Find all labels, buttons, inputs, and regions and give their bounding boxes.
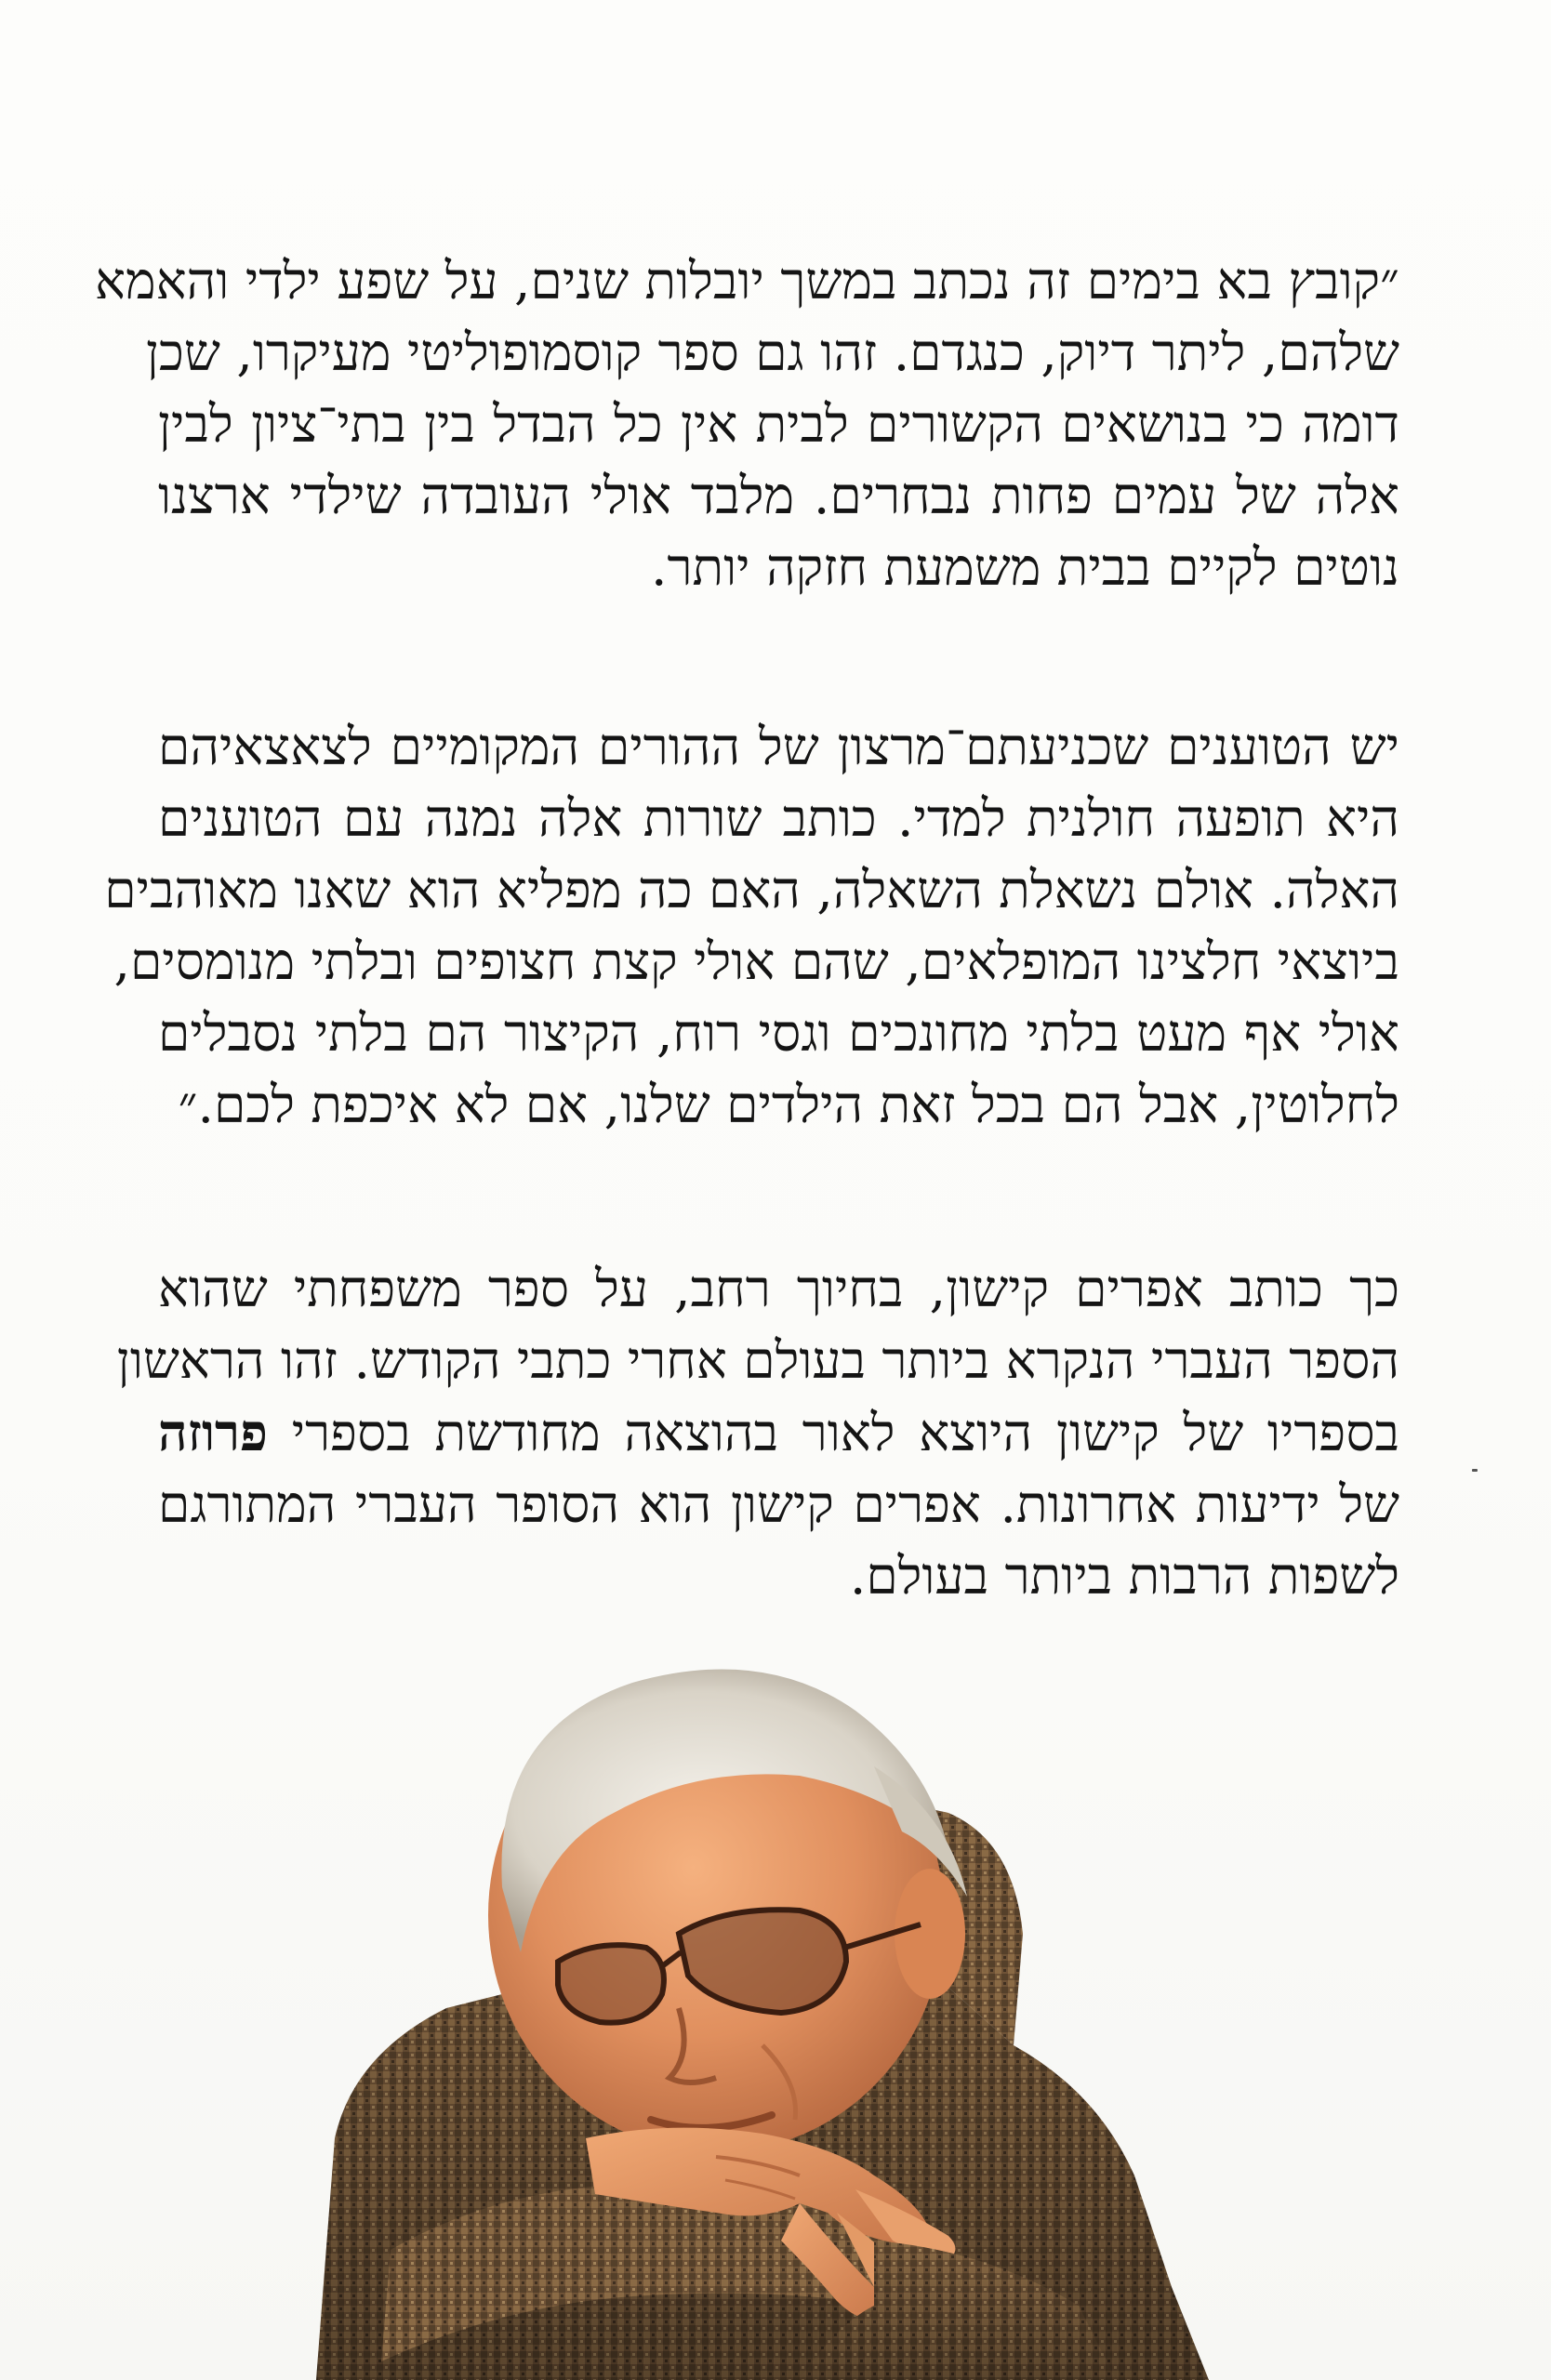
blurb-paragraph-2 xyxy=(104,711,1399,1141)
paragraph-line: דומה כי בנושאים הקשורים לבית אין כל הבדל בין בתי־ציון לבין xyxy=(158,394,1399,454)
print-speck xyxy=(1472,1469,1478,1472)
about-author-paragraph xyxy=(116,1253,1399,1612)
paragraph-line: היא תופעה חולנית למדי. כותב שורות אלה נמנה עם הטוענים xyxy=(158,788,1399,848)
paragraph-line: לחלוטין, אבל הם בכל זאת הילדים שלנו, אם לא איכפת לכם.״ xyxy=(178,1075,1399,1134)
paragraph-line: של ידיעות אחרונות. אפרים קישון הוא הסופר העברי המתורגם xyxy=(158,1474,1399,1534)
blurb-paragraph-1 xyxy=(95,245,1399,603)
paragraph-line: האלה. אולם נשאלת השאלה, האם כה מפליא הוא שאנו מאוהבים xyxy=(104,860,1399,919)
paragraph-line: נוטים לקיים בבית משמעת חזקה יותר. xyxy=(651,537,1399,597)
paragraph-line: ״קובץ בא בימים זה נכתב במשך יובלות שנים, על שפע ילדי והאמא xyxy=(95,251,1399,311)
paragraph-line xyxy=(158,1396,1399,1469)
paragraph-line: יש הטוענים שכניעתם־מרצון של ההורים המקומיים לצאצאיהם xyxy=(158,717,1399,776)
paragraph-line: אולי אף מעט בלתי מחונכים וגסי רוח, הקיצור הם בלתי נסבלים xyxy=(158,1003,1399,1063)
paragraph-line: שלהם, ליתר דיוק, כנגדם. זהו גם ספר קוסמופוליטי מעיקרו, שכן xyxy=(146,323,1399,382)
paragraph-line: לשפות הרבות ביותר בעולם. xyxy=(849,1546,1399,1606)
author-portrait xyxy=(279,1655,1311,2380)
paragraph-line-text: בספריו של קישון היוצא לאור בהוצאה מחודשת בספרי xyxy=(291,1403,1399,1462)
paragraph-line: ביוצאי חלצינו המופלאים, שהם אולי קצת חצופים ובלתי מנומסים, xyxy=(113,932,1399,991)
paragraph-line: הספר העברי הנקרא ביותר בעולם אחרי כתבי הקודש. זהו הראשון xyxy=(116,1330,1399,1390)
paragraph-line: אלה של עמים פחות נבחרים. מלבד אולי העובדה שילדי ארצנו xyxy=(158,466,1399,525)
series-name: פרוזה xyxy=(158,1402,268,1462)
paragraph-line: כך כותב אפרים קישון, בחיוך רחב, על ספר משפחתי שהוא xyxy=(158,1259,1399,1318)
